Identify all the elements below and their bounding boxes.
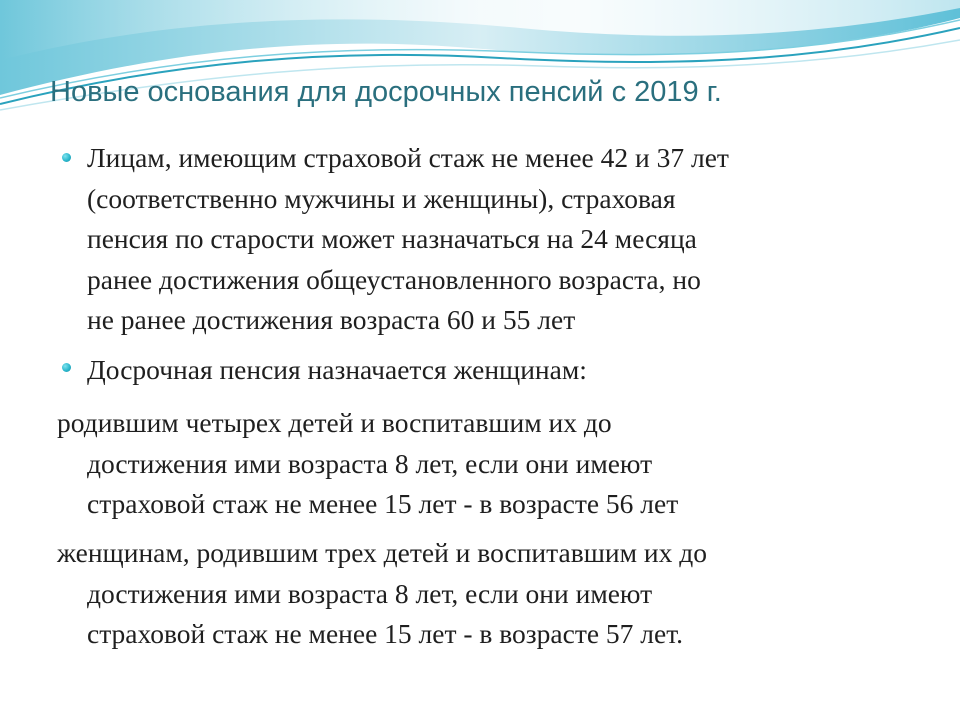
subitem-paragraph: [57, 533, 947, 655]
subitem-continuation: достижения ими возраста 8 лет, если они имеют страховой стаж не менее 15 лет - в возрасте 57 лет.: [87, 577, 684, 649]
bullet-icon: [62, 363, 71, 372]
subitem-paragraph: [57, 403, 957, 525]
subitem-continuation: достижения ими возраста 8 лет, если они имеют страховой стаж не менее 15 лет - в возрасте 56 лет: [87, 447, 679, 519]
bullet-icon: [62, 153, 71, 162]
subitem-first-line: женщинам, родившим трех детей и воспитавшим их до: [57, 537, 707, 568]
bullet-paragraph: Лицам, имеющим страховой стаж не менее 42 и 37 лет (соответственно мужчины и женщины), страховая пенсия по старости может назначаться на 24 месяца ранее достижения общеустановленного возраста, но не ранее достижения возраста 60 и 55 лет: [87, 142, 729, 335]
subitem-first-line: родившим четырех детей и воспитавшим их до: [57, 407, 612, 438]
bullet-paragraph: Досрочная пенсия назначается женщинам:: [87, 354, 587, 385]
slide-title: Новые основания для досрочных пенсий с 2019 г.: [50, 76, 722, 108]
